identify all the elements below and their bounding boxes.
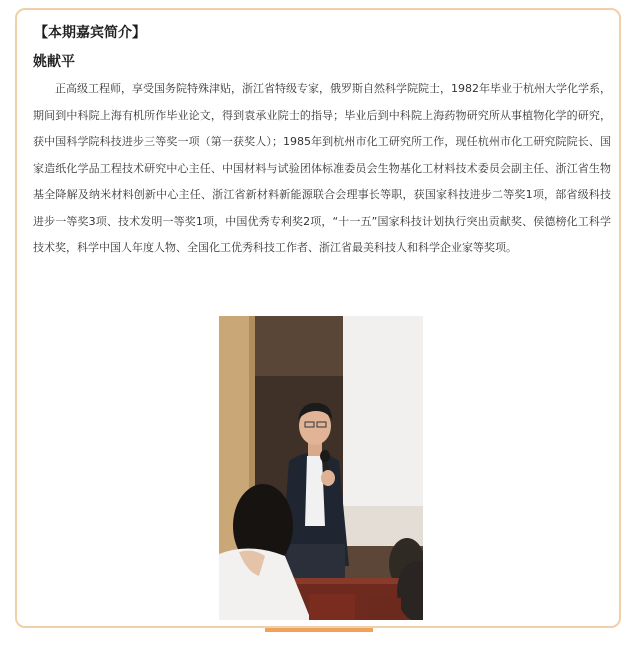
guest-bio: 正高级工程师，享受国务院特殊津贴，浙江省特级专家，俄罗斯自然科学院院士，1982年毕业于杭州大学化学系，期间到中科院上海有机所作毕业论文，得到袁承业院士的指导；毕业后到中科院上海药物研究所从事植物化学的研究，获中国科学院科技进步三等奖一项（第一获奖人）；1985年到杭州市化工研究所工作，现任杭州市化工研究院院长、国家造纸化学品工程技术研究中心主任、中国材料与试验团体标准委员会生物基化工材料技术委员会副主任、浙江省生物基全降解及纳米材料创新中心主任、浙江省新材料新能源联合会理事长等职，获国家科技进步二等奖1项，部省级科技进步一等奖3项、技术发明一等奖1项，中国优秀专利奖2项，“十一五”国家科技计划执行突出贡献奖、侯德榜化工科学技术奖，科学中国人年度人物、全国化工优秀科技工作者、浙江省最美科技人和科学企业家等奖项。 xyxy=(33,82,611,254)
card-accent-bar xyxy=(265,628,373,632)
guest-name: 姚献平 xyxy=(33,54,75,70)
section-title: 【本期嘉宾简介】 xyxy=(34,25,146,41)
guest-intro-card xyxy=(15,8,621,628)
speaker-photo xyxy=(219,316,423,620)
